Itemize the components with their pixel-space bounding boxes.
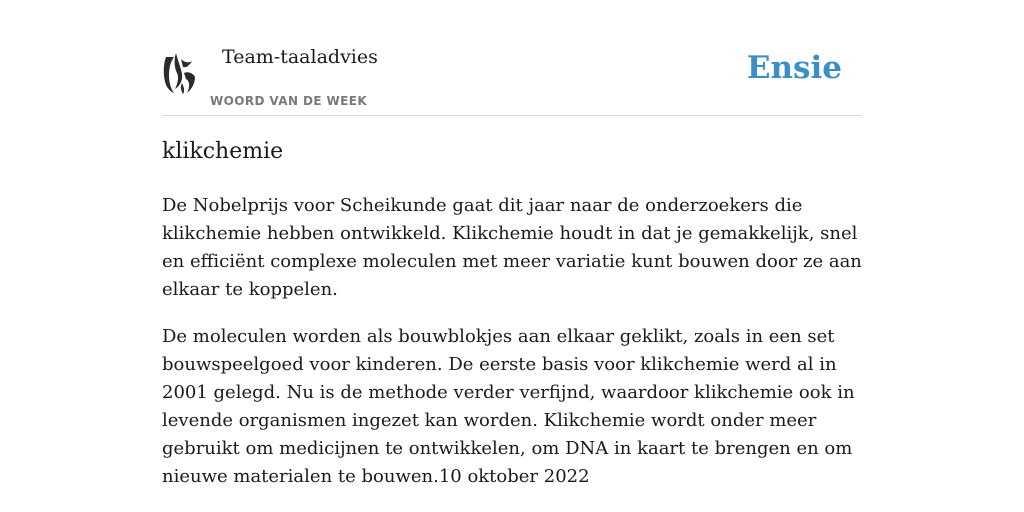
header [162, 40, 862, 116]
flemish-lion-logo [162, 49, 198, 95]
brand-logo[interactable]: Ensie [746, 50, 842, 86]
article-title: klikchemie [162, 139, 284, 164]
paragraph: De Nobelprijs voor Scheikunde gaat dit jaar naar de onderzoekers die klikchemie hebben ontwikkeld. Klikchemie houdt in dat je gemakkelijk, snel en efficiënt complexe moleculen met meer variatie kunt bouwen door ze aan elkaar te koppelen. [162, 195, 862, 300]
article-body [162, 192, 862, 510]
article-date: 10 oktober 2022 [438, 466, 590, 487]
paragraph [162, 323, 862, 491]
author-name[interactable]: Team-taaladvies [222, 46, 378, 68]
paragraph-text: De moleculen worden als bouwblokjes aan elkaar geklikt, zoals in een set bouwspeelgoed voor kinderen. De eerste basis voor klikchemie werd al in 2001 gelegd. Nu is de methode verder verfijnd, waardoor klikchemie ook in levende organismen ingezet kan worden. Klikchemie wordt onder meer gebruikt om medicijnen te ontwikkelen, om DNA in kaart te brengen en om nieuwe materialen te bouwen. [162, 326, 855, 487]
section-label: WOORD VAN DE WEEK [210, 94, 368, 108]
